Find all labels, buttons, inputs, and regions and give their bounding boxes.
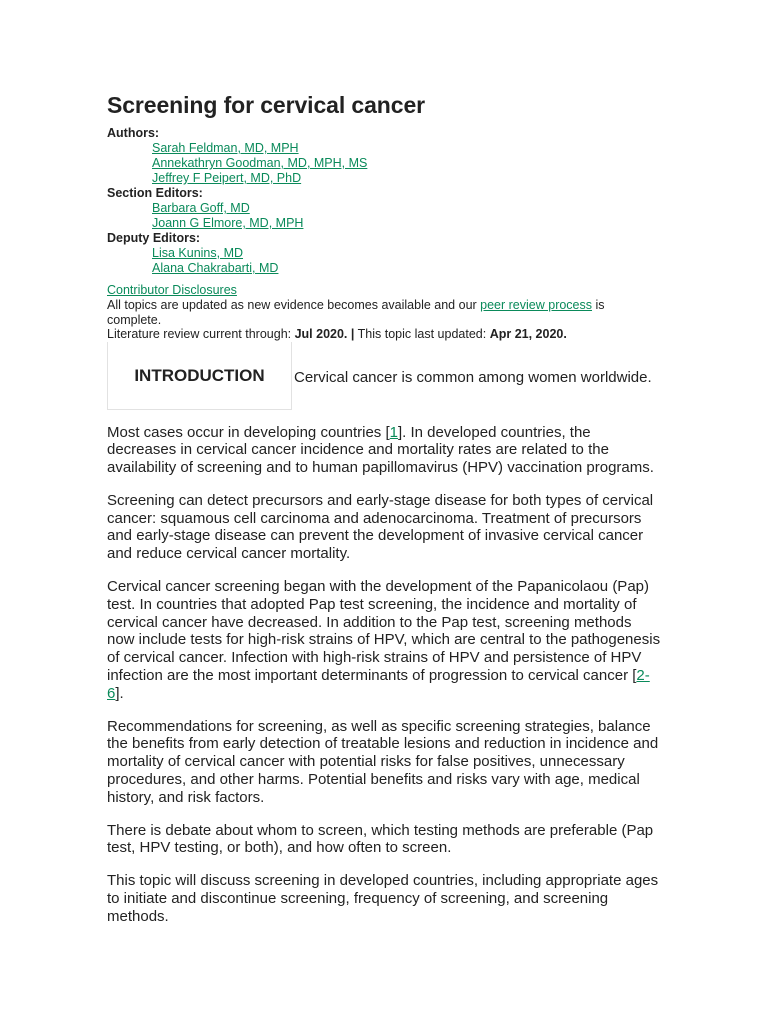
paragraph: Recommendations for screening, as well as specific screening strategies, balance the benefits from early detection of treatable lesions and reduction in incidence and mortality of cervical cancer with potential risks for false positives, unnecessary procedures, and other harms. Potential benefits and risks vary with age, medical history, and risk factors.: [107, 717, 659, 806]
deputy-editor-link[interactable]: Alana Chakrabarti, MD: [152, 261, 279, 275]
introduction-heading: INTRODUCTION: [134, 365, 265, 385]
last-updated-date: Apr 21, 2020.: [489, 327, 567, 341]
contributor-disclosures-link[interactable]: Contributor Disclosures: [107, 283, 237, 297]
paragraph-text: ].: [115, 684, 124, 702]
lit-review-label: Literature review current through:: [107, 327, 295, 341]
section-editor-link[interactable]: Joann G Elmore, MD, MPH: [152, 216, 304, 230]
introduction-lead: Cervical cancer is common among women worldwide.: [294, 368, 652, 386]
peer-review-link[interactable]: peer review process: [480, 298, 593, 312]
author-link[interactable]: Annekathryn Goodman, MD, MPH, MS: [152, 156, 368, 170]
update-note-text-end: is complete.: [107, 298, 605, 327]
deputy-editor-link[interactable]: Lisa Kunins, MD: [152, 246, 244, 260]
paragraph-text: Cervical cancer screening began with the development of the Papanicolaou (Pap) test. In countries that adopted Pap test screening, the incidence and mortality of cervical cancer have decreased. In addition to the Pap test, screening methods now include tests for high-risk strains of HPV, which are central to the pathogenesis of cervical cancer. Infection with high-risk strains of HPV and persistence of HPV infection are the most important determinants of progression to cervical cancer [: [107, 578, 661, 685]
article: [107, 90, 662, 941]
last-updated-label: This topic last updated:: [354, 327, 490, 341]
update-note-text: All topics are updated as new evidence becomes available and our: [107, 298, 481, 312]
lit-review-date: Jul 2020.: [294, 327, 348, 341]
section-editor-link[interactable]: Barbara Goff, MD: [152, 201, 250, 215]
update-note: [107, 298, 662, 327]
section-editors-label: Section Editors:: [107, 186, 203, 200]
paragraph-text: ]. In developed countries, the decreases in cervical cancer incidence and mortality rates are related to the availability of screening and to human papillomavirus (HPV) vaccination programs.: [107, 423, 654, 477]
reference-link[interactable]: 1: [389, 423, 398, 441]
authors-label: Authors:: [107, 126, 160, 140]
literature-review-line: [107, 327, 662, 342]
paragraph: There is debate about whom to screen, which testing methods are preferable (Pap test, HPV testing, or both), and how often to screen.: [107, 821, 654, 857]
paragraph-text: Most cases occur in developing countries [: [107, 423, 390, 441]
introduction-section: [107, 342, 662, 412]
paragraph: This topic will discuss screening in developed countries, including appropriate ages to initiate and discontinue screening, frequency of screening, and screening methods.: [107, 872, 659, 925]
deputy-editors-label: Deputy Editors:: [107, 231, 201, 245]
author-link[interactable]: Jeffrey F Peipert, MD, PhD: [152, 171, 302, 185]
author-link[interactable]: Sarah Feldman, MD, MPH: [152, 141, 299, 155]
contributors: [107, 126, 662, 276]
paragraph: [107, 578, 662, 703]
paragraph: [107, 424, 662, 477]
lit-review-separator: |: [347, 327, 355, 341]
paragraph: Screening can detect precursors and early-stage disease for both types of cervical cancer: squamous cell carcinoma and adenocarcinoma. Treatment of precursors and early-stage disease can prevent the development of invasive cervical cancer and reduce cervical cancer mortality.: [107, 491, 654, 563]
page-title: Screening for cervical cancer: [107, 92, 425, 118]
reference-link[interactable]: 2-6: [107, 667, 650, 702]
